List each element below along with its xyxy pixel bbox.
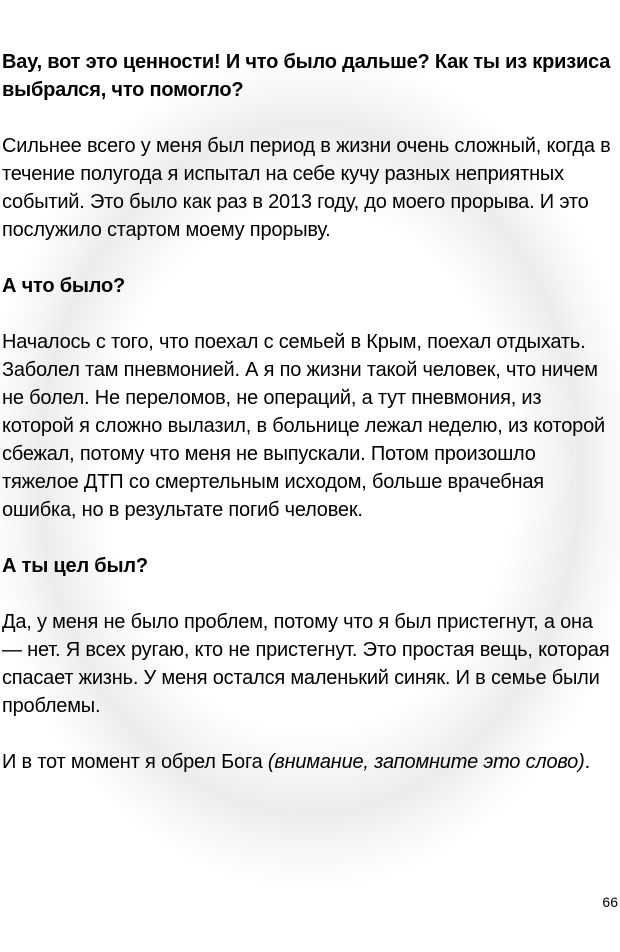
- answer-paragraph: Да, у меня не было проблем, потому что я был пристегнут, а она — нет. Я всех ругаю, кто не пристегнут. Это простая вещь, которая спасает жизнь. У меня остался маленький синяк. И в семье были проблемы.: [2, 611, 610, 717]
- answer-paragraph: Сильнее всего у меня был период в жизни очень сложный, когда в течение полугода я испытал на себе кучу разных неприятных событий. Это было как раз в 2013 году, до моего прорыва. И это послужило стартом моему прорыву.: [2, 135, 611, 241]
- closing-text: И в тот момент я обрел Бога: [2, 751, 268, 773]
- closing-paragraph: [0, 748, 616, 776]
- page-number: 66: [602, 894, 618, 910]
- answer-paragraph: Началось с того, что поехал с семьей в Крым, поехал отдыхать. Заболел там пневмонией. А я по жизни такой человек, что ничем не болел. Не переломов, не операций, а тут пневмония, из которой я сложно вылазил, в больнице лежал неделю, из которой сбежал, потому что меня не выпускали. Потом произошло тяжелое ДТП со смертельным исходом, больше врачебная ошибка, но в результате погиб человек.: [2, 331, 605, 521]
- document-body: [0, 48, 616, 804]
- closing-italic-note: (внимание, запомните это слово): [267, 751, 585, 773]
- question-paragraph: А что было?: [2, 275, 126, 297]
- closing-tail: .: [584, 751, 590, 773]
- question-paragraph: Вау, вот это ценности! И что было дальше? Как ты из кризиса выбрался, что помогло?: [2, 51, 611, 101]
- question-paragraph: А ты цел был?: [2, 555, 148, 577]
